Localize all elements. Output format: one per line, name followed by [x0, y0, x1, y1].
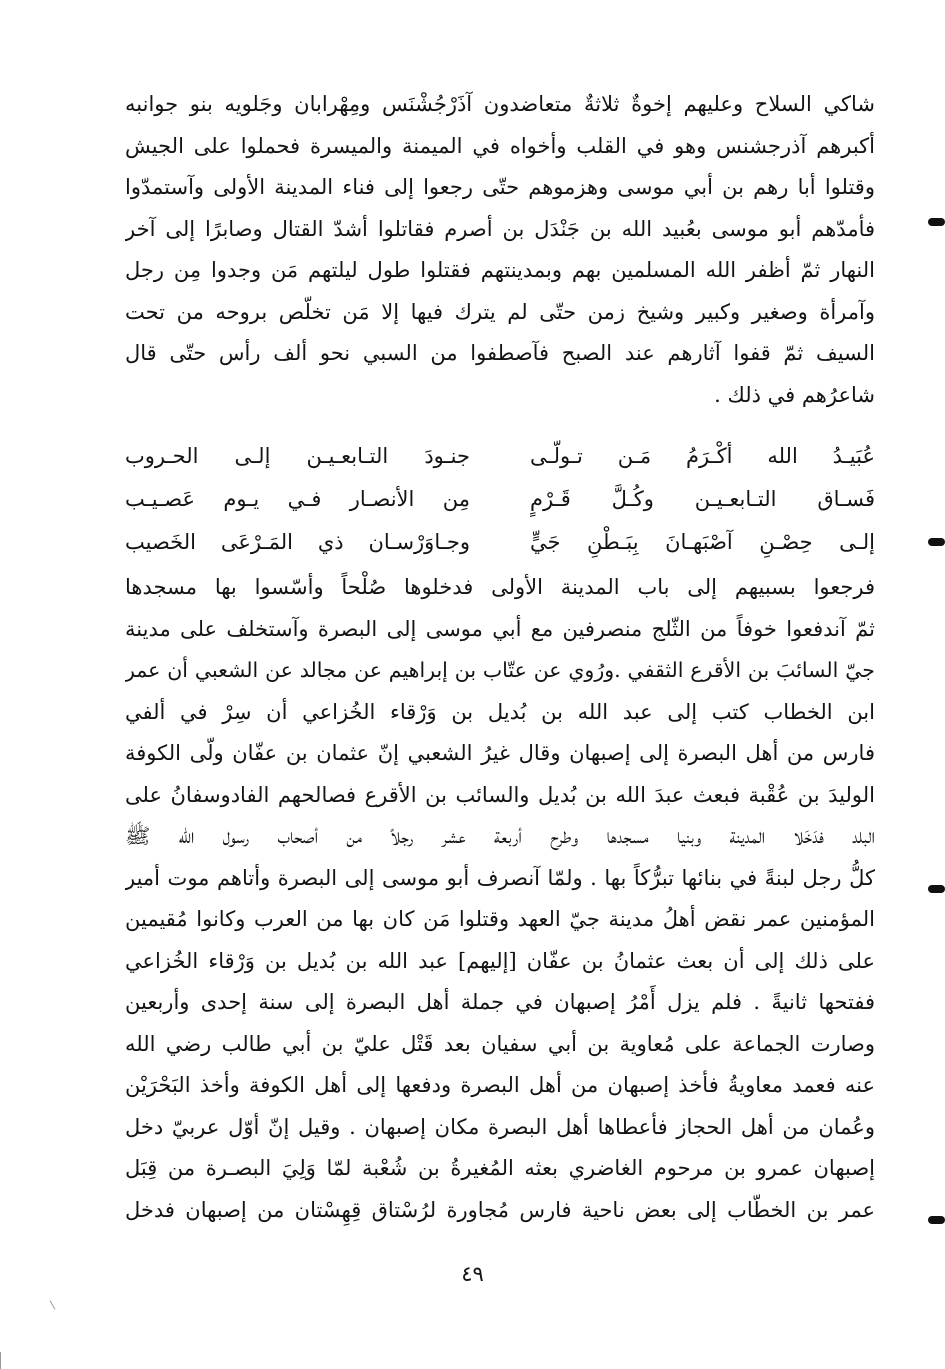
- text-line: فرجعوا بسبيهم إلى باب المدينة الأولى فدخلوها صُلْحاً وأسّسوا بها مسجدها: [125, 575, 875, 599]
- poem-verse: [125, 478, 875, 521]
- paragraph-2: [125, 567, 875, 1231]
- text-line: وقتلوا أبا رهم بن أبي موسى وهزموهم حتّى رجعوا إلى فناء المدينة الأولى وآستمدّوا: [125, 175, 875, 199]
- text-line: فارس من أهل البصرة إلى إصبهان وقال غيرُ الشعبي إنّ عثمان بن عفّان ولّى الكوفة: [125, 741, 875, 765]
- poem-verse: [125, 521, 875, 564]
- text-line: عنه فعمد معاويةُ فأخذ إصبهان من أهل البصرة ودفعها إلى أهل الكوفة وأخذ البَحْرَيْن: [125, 1073, 875, 1097]
- text-line: البلد فدَخَلا المدينة وبنيا مسجدها وطرح أربعة عشر رجلاً من أصحاب رسول الله ﷺ: [125, 824, 875, 848]
- margin-mark: [928, 885, 945, 893]
- text-line: على ذلك إلى أن بعث عثمانُ بن عفّان [إليهم] عبد الله بن بُديل بن وَرْقاء الخُزاعي: [125, 948, 875, 973]
- text-line: إصبهان عمرو بن مرحوم الغاضري بعثه المُغيرةُ بن شُعْبة لمّا وَلِيَ البصـرة من قِبَل: [125, 1156, 875, 1180]
- margin-mark: [928, 218, 945, 226]
- text-line: ثمّ آندفعوا خوفاً من الثّلج منصرفين مع أبي موسى إلى البصرة وآستخلف على مدينة: [125, 616, 875, 641]
- margin-mark: [928, 538, 945, 546]
- text-line: وعُمان من أهل الحجاز فأعطاها أهل البصرة مكان إصبهان . وقيل إنّ أوّل عربيّ دخل: [125, 1114, 875, 1139]
- poem-first-hemistich: عُبَيـدُ الله أكْـرَمُ مَـن تـولّـى: [530, 444, 875, 468]
- text-line: ابن الخطاب كتب إلى عبد الله بن بُديل بن وَرْقاء الخُزاعي أن سِرْ في ألفي: [125, 699, 875, 724]
- poem-second-hemistich: وجـاوَرْسـان ذي المَـرْعَى الخَصيب: [125, 530, 470, 554]
- text-line: النهار ثمّ أظفر الله المسلمين بهم وبمدينتهم فقتلوا طول ليلتهم مَن وجدوا مِن رجل: [125, 258, 875, 282]
- text-line: شاكي السلاح وعليهم إخوةٌ ثلاثةٌ متعاضدون آذَرْجُشْنَس ومِهْرابان وجَلويه بنو جوانبه: [125, 92, 875, 116]
- text-line: ففتحها ثانيةً . فلم يزل أَمْرُ إصبهان في جملة أهل البصرة إلى سنة إحدى وأربعين: [125, 990, 875, 1014]
- scan-edge-line: [0, 1352, 1, 1369]
- text-line: المؤمنين عمر نقض أهلُ مدينة جيّ العهد وقتلوا مَن كان بها من العرب وكانوا مُقيمين: [125, 907, 875, 931]
- page-number: ٤٩: [461, 1262, 484, 1286]
- text-line: شاعرُهم في ذلك .: [714, 382, 875, 407]
- poem-first-hemistich: فَسـاق التـابعـيـن وكُـلَّ قَـرْمٍ: [530, 487, 875, 511]
- text-line: أكبرهم آذرجشنس وهو في القلب وأخواه في الميمنة والميسرة فحملوا على الجيش: [125, 133, 875, 158]
- poem-second-hemistich: مِن الأنصـار فـي يـوم عَصـيـب: [125, 487, 470, 511]
- poem-second-hemistich: جنـودَ التـابعـيـن إلـى الحـروب: [125, 444, 470, 468]
- poem-verse: [125, 435, 875, 478]
- text-line: وآمرأة وصغير وكبير وشيخ زمن حتّى لم يترك فيها إلا مَن تخلّص بروحه من تحت: [125, 299, 875, 324]
- poem-block: [125, 435, 875, 564]
- text-line: جيّ السائبَ بن الأقرع الثقفي .ورُوي عن عتّاب بن إبراهيم عن مجالد عن الشعبي أن عمر: [125, 658, 875, 682]
- margin-mark: [928, 1216, 945, 1224]
- paragraph-1: [125, 84, 875, 416]
- poem-first-hemistich: إلـى حِصْـنِ آصْبَهـانَ بِبَـطْنِ جَيٍّ: [530, 530, 875, 554]
- scan-edge-line: [50, 1300, 56, 1309]
- text-line: الوليدَ بن عُقْبة فبعث عبدَ الله بن بُديل والسائب بن الأقرع فصالحهم الفادوسفانُ على: [125, 782, 875, 807]
- text-line: السيف ثمّ قفوا آثارهم عند الصبح فآصطفوا من السبي نحو ألف رأس حتّى قال: [125, 341, 875, 365]
- text-line: كلُّ رجل لبنةً في بنائها تبرُّكاً بها . ولمّا آنصرف أبو موسى إلى البصرة وأتاهم موت أمير: [125, 865, 875, 890]
- text-line: وصارت الجماعة على مُعاوية بن أبي سفيان بعد قَتْل عليّ بن أبي طالب رضي الله: [125, 1031, 875, 1056]
- text-line: عمر بن الخطّاب إلى بعض ناحية فارس مُجاورة لرُسْتاق قِهِسْتان من إصبهان فدخل: [125, 1197, 875, 1222]
- text-line: فأمدّهم أبو موسى بعُبيد الله بن جَنْدَل بن أصرم فقاتلوا أشدّ القتال وصابرًا إلى آخر: [125, 216, 875, 241]
